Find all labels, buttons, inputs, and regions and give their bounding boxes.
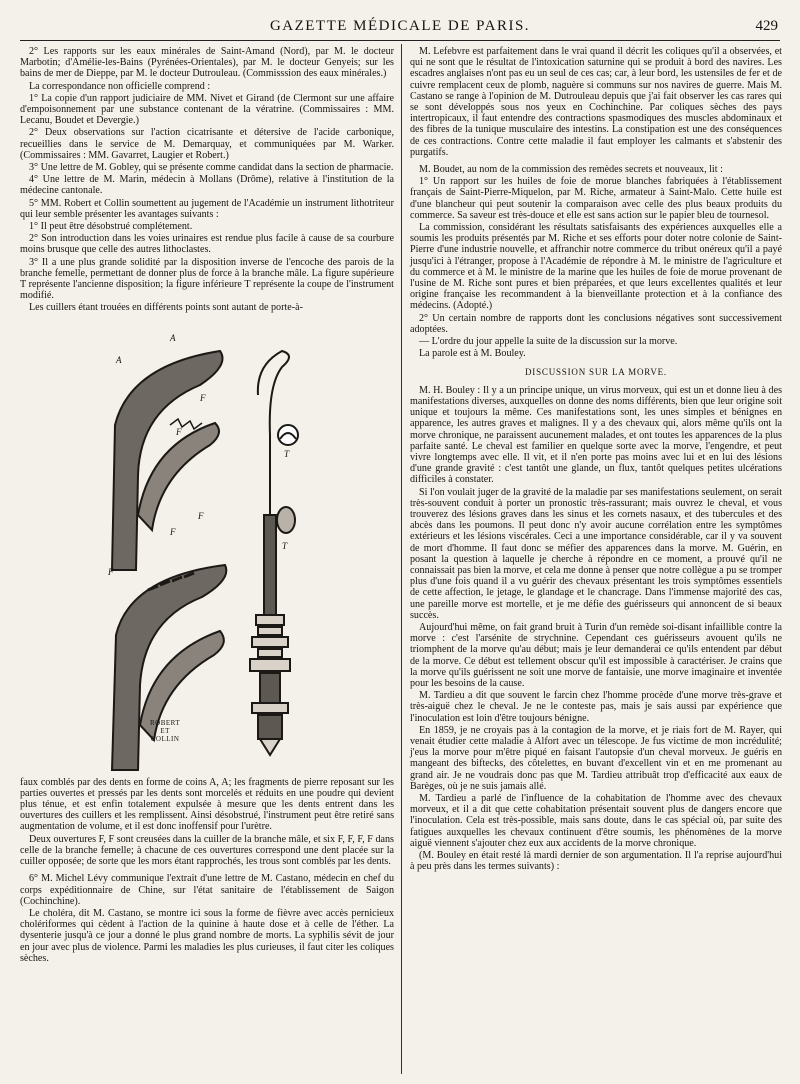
paragraph: 5° MM. Robert et Collin soumettent au jugement de l'Académie un instrument lithotriteur qui leur semble présenter les avantages suivants : — [20, 197, 394, 220]
paragraph: 2° Les rapports sur les eaux minérales de Saint-Amand (Nord), par M. le docteur Marbotin; d'Amélie-les-Bains (Pyrénées-Orientales), par M. le docteur Genyeis; sur les bains de mer de Dieppe, par M. le docteur Dutrouleau. (Commisssion des eaux minérales.) — [20, 46, 394, 80]
paragraph: Aujourd'hui même, on fait grand bruit à Turin d'un remède soi-disant infaillible contre la morve : c'est l'arsénite de strychnine. Cependant ces guérisseurs avouent qu'ils ne triomphent de la morve qu'au début; mais je leur demanderai ce qu'ils entendent par début de la morve. Ce début est tellement obscur qu'il est impossible à caractériser. Je crains que la morve qu'ils guérissent ne soit une morve de fantaisie, une morve imaginaire et inventée pour les besoins de la cause. — [410, 621, 782, 689]
paragraph: 3° Une lettre de M. Gobley, qui se présente comme candidat dans la section de pharmacie. — [29, 162, 394, 174]
figure-label-f: F — [176, 426, 182, 437]
figure-label-a: A — [170, 332, 176, 343]
paragraph: 2° Deux observations sur l'action cicatrisante et détersive de l'acide carbonique, recueillies dans le service de M. Demarquay, et communiquées par M. Warker. (Commissaires : MM. Gavarret, Laugier et Robert.) — [20, 127, 394, 161]
figure-label-f: F — [198, 510, 204, 521]
column-divider — [401, 44, 402, 1074]
paragraph: 2° Son introduction dans les voies urinaires est rendue plus facile à cause de sa courbure moins brusque que celle des autres lithoclastes. — [20, 233, 394, 256]
figure-label-f: F — [200, 392, 206, 403]
paragraph: En 1859, je ne croyais pas à la contagion de la morve, et je riais fort de M. Rayer, qui venait étudier cette maladie à Alfort avec un télescope. Je fus victime de mon incrédulité; j'eus la morve pour m'être piqué en faisant l'autopsie d'un cheval morveux. Je guéris en mangeant des biftecks, des côtelettes, en buvant d'excellent vin et en me promenant au grand air. Je ne voudrais donc pas que M. Tardieu attribuât trop d'efficacité aux eaux de Barèges, où je ne suis jamais allé. — [410, 724, 782, 792]
paragraph: M. Boudet, au nom de la commission des remèdes secrets et nouveaux, lit : — [419, 164, 723, 176]
paragraph: Le choléra, dit M. Castano, se montre ici sous la forme de fièvre avec accès pernicieux cholériformes qui cèdent à l'action de la quinine à haute dose et à celle de l'éther. La dysenterie jusqu'à ce jour a donné le plus grand nombre de morts. La syphilis sévit de jour en jour avec plus de violence. Parmi les maladies les plus curieuses, il faut citer les coliques sèches. — [20, 907, 394, 964]
paragraph: (M. Bouley en était resté là mardi dernier de son argumentation. Il l'a reprise aujourd'hui à peu près dans les termes suivants) : — [410, 850, 782, 873]
paragraph: 1° Il peut être désobstrué complétement. — [29, 221, 193, 233]
figure-label-t: T — [284, 448, 290, 459]
paragraph: 1° Un rapport sur les huiles de foie de morue blanches fabriquées à l'établissement français de Saint-Pierre-Miquelon, par M. Riche, armateur à Saint-Malo. Cette huile est d'une blancheur qui peut soutenir la comparaison avec celle des plus beaux produits du commerce. Sa saveur est très-douce et elle est sans action sur le papier bleu de tournesol. — [410, 176, 782, 221]
lithotrite-engraving — [20, 315, 394, 777]
paragraph: — L'ordre du jour appelle la suite de la discussion sur la morve. — [419, 336, 678, 348]
right-column — [410, 46, 782, 873]
paragraph: 3° Il a une plus grande solidité par la disposition inverse de l'encoche des parois de la branche femelle, permettant de donner plus de force à la branche mâle. La figure supérieure T représente l'ancienne disposition; la figure inférieure T représente la coupe de l'instrument modifié. — [20, 256, 394, 302]
paragraph: 4° Une lettre de M. Marin, médecin à Mollans (Drôme), relative à l'institution de la médecine cantonale. — [20, 174, 394, 197]
paragraph: faux comblés par des dents en forme de coins A, A; les fragments de pierre reposant sur les parties ouvertes et pressés par les dents sont morcelés et réduits en une poudre qui devient plus ténue, et est enfin totalement expulsée à mesure que les dents entrent dans les ouvertures des cuillers et les remplissent. Ainsi désobstrué, l'instrument peut être retiré sans augmentation de volume, et il est donc inoffensif pour l'urètre. — [20, 776, 394, 833]
paragraph: Les cuillers étant trouées en différents points sont autant de porte-à- — [29, 302, 303, 314]
journal-title: GAZETTE MÉDICALE DE PARIS. — [269, 18, 531, 34]
paragraph: La commission, considérant les résultats satisfaisants des expériences auxquelles elle a soumis les produits présentés par M. Riche et ses efforts pour doter notre colonie de Saint-Pierre d'une industrie nouvelle, et affranchir notre commerce du tribut onéreux qu'il a payé jusqu'ici à l'étranger, propose à l'Académie de répondre à M. le ministre de l'agriculture et du commerce et à M. le ministre de la marine que les huiles de foie de morue provenant de l'usine de M. Riche sont pures et bien préparées, et que leurs excellentes qualités et leur origine française les recommandent à la bienveillante protection et à la confiance des médecins. (Adopté.) — [410, 222, 782, 312]
figure-label-f: F — [170, 526, 176, 537]
paragraph: Deux ouvertures F, F sont creusées dans la cuiller de la branche mâle, et six F, F, F, F dans celle de la branche femelle; à chacune de ces ouvertures correspond une dent placée sur la cuiller opposée; de sorte que les mors étant rapprochés, les trous sont comblés par les dents. — [20, 833, 394, 868]
lithotrite-figure — [20, 315, 394, 777]
paragraph: M. Lefebvre est parfaitement dans le vrai quand il décrit les coliques qu'il a observées, et qui ne sont que le résultat de l'intoxication saturnine qui se produit à bord des navires. Les escadres anglaises n'ont pas eu un seul de ces cas; car, à leur bord, les ustensiles de fer et de cuivre remplacent ceux de plomb, naguère si communs sur nos navires de guerre. Mais M. Castano se range à l'opinion de M. Dutrouleau depuis que j'ai fait observer les cas rares qui se sont développés sous nos yeux en Cochinchine. Par coliques sèches des pays intertropicaux, il faut entendre des contractions spasmodiques des muscles abdominaux et des fibres de la tunique musculaire des intestins. La constipation est une des conséquences de ces contractions. Contre cette maladie il faut employer les calmants et s'abstenir des purgatifs. — [410, 46, 782, 158]
paragraph: La parole est à M. Bouley. — [419, 348, 526, 360]
paragraph: La correspondance non officielle comprend : — [29, 80, 211, 92]
page-number: 429 — [755, 18, 778, 34]
paragraph: M. Tardieu a parlé de l'influence de la cohabitation de l'homme avec des chevaux morveux, et il a dit que cette cohabitation présentait souvent plus de dangers encore que l'inoculation. Cela est très-possible, mais sans doute, dans le cas spécial où, par suite des fatigues auxquelles les chevaux continuent d'être soumis, les phénomènes de la morve aiguë viennent s'ajouter chez eux aux accidents de la morve chronique. — [410, 793, 782, 849]
page-header — [20, 14, 780, 41]
paragraph: M. H. Bouley : Il y a un principe unique, un virus morveux, qui est un et donne lieu à des manifestations diverses, auxquelles on donne des noms différents, bien que leur origine soit unique et toujours la même. Ces manifestations sont, les unes simples et bénignes en apparence, les autres graves et malignes. Il y a des chevaux qui, alors même qu'ils ont la morve chronique, ne paraissent aucunement malades, et ont toutes les apparences de la plus parfaite santé. Le cheval est familier en quelque sorte avec la morve, l'engendre, et peut vivre longtemps avec elle. Il vit, et il n'en porte pas moins avec lui et en lui des lésions d'une grande gravité : c'est tantôt une glande, un flux, tantôt quelques petites ulcérations difficiles à constater. — [410, 384, 782, 486]
figure-label-a: A — [116, 354, 122, 365]
left-column — [20, 46, 394, 965]
paragraph: 6° M. Michel Lévy communique l'extrait d'une lettre de M. Castano, médecin en chef du corps expéditionnaire de Chine, sur l'état sanitaire de l'établissement de Saigon (Cochinchine). — [20, 873, 394, 907]
figure-label-t: T — [282, 540, 288, 551]
section-heading: DISCUSSION SUR LA MORVE. — [524, 367, 667, 378]
paragraph: 2° Un certain nombre de rapports dont les conclusions négatives sont successivement adoptées. — [410, 312, 782, 335]
engraver-credit: ROBERT ET COLLIN — [150, 718, 181, 743]
paragraph: Si l'on voulait juger de la gravité de la maladie par ses manifestations seulement, on serait très-souvent conduit à porter un pronostic très-rassurant; mais ouvrez le cheval, et vous trouverez des lésions graves dans les sinus et les cornets nasaux, et des tubercules et des abcès dans les poumons. Il peut donc n'y avoir aucune corrélation entre les symptômes extérieurs et les lésions viscérales. Ceci a une importance considérable, car il y va souvent de mort d'homme. Il faut donc se méfier des apparences dans la morve. M. Guérin, en posant la question à laquelle je cherche à répondre en ce moment, a prouvé qu'il ne connaissait pas bien la morve, et cela me donne à penser que notre collègue a pu se tromper plus d'une fois quand il a vu guérir des chevaux présentant les trois symptômes essentiels de cette affection, le jetage, le glandage et le chancrage. Dans l'immense majorité des cas, une pareille morve est mortelle, et je me défie des guérisseurs qui annoncent de si beaux succès. — [410, 486, 782, 621]
figure-label-f: F — [108, 566, 114, 577]
paragraph: 1° La copie d'un rapport judiciaire de MM. Nivet et Girand (de Clermont sur une affaire d'empoisonnement par une substance contenant de la vératrine. (Commissaires : MM. Lecanu, Boudet et Devergie.) — [20, 92, 394, 127]
paragraph: M. Tardieu a dit que souvent le farcin chez l'homme procède d'une morve très-grave et très-aiguë chez le cheval. Je ne le conteste pas, mais je sais aussi par expérience que l'inoculation est loin d'être toujours bénigne. — [410, 690, 782, 724]
